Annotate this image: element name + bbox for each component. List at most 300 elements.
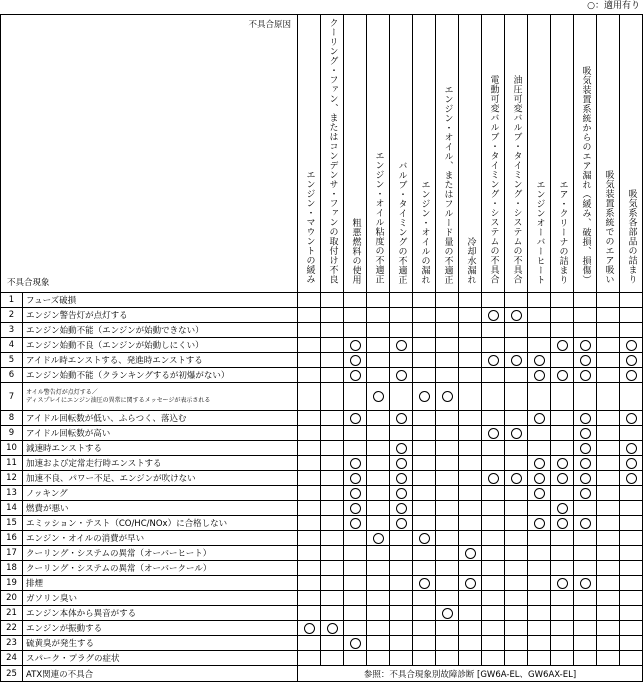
mark-cell <box>413 486 436 501</box>
mark-cell <box>551 561 574 576</box>
table-row-reference <box>1 666 643 682</box>
applicable-mark-icon <box>511 473 522 484</box>
applicable-mark-icon <box>580 340 591 351</box>
mark-cell <box>597 411 620 426</box>
mark-cell <box>459 353 482 368</box>
mark-cell <box>505 323 528 338</box>
symptom-cell: 減速時エンストする <box>23 441 298 456</box>
mark-cell <box>436 411 459 426</box>
cause-header <box>528 15 551 293</box>
mark-cell <box>597 383 620 411</box>
mark-cell <box>482 383 505 411</box>
symptom-cell: アイドル回転数が高い <box>23 426 298 441</box>
table-row <box>1 353 643 368</box>
mark-cell <box>298 486 321 501</box>
applicable-mark-icon <box>626 413 637 424</box>
mark-cell <box>436 368 459 383</box>
mark-cell <box>597 368 620 383</box>
row-number: 16 <box>1 531 23 546</box>
mark-cell <box>528 546 551 561</box>
applicable-mark-icon <box>304 623 315 634</box>
mark-cell <box>551 576 574 591</box>
mark-cell <box>482 591 505 606</box>
mark-cell <box>413 561 436 576</box>
mark-cell <box>482 636 505 651</box>
applicable-mark-icon <box>534 473 545 484</box>
mark-cell <box>528 531 551 546</box>
applicable-mark-icon <box>350 518 361 529</box>
mark-cell <box>436 576 459 591</box>
row-number: 20 <box>1 591 23 606</box>
mark-cell <box>505 368 528 383</box>
mark-cell <box>528 486 551 501</box>
mark-cell <box>390 606 413 621</box>
cause-label-text: エンジン・マウントの緩み <box>304 170 315 284</box>
header-row <box>1 15 643 293</box>
mark-cell <box>482 651 505 666</box>
mark-cell <box>620 606 643 621</box>
applicable-mark-icon <box>396 473 407 484</box>
mark-cell <box>551 383 574 411</box>
mark-cell <box>390 636 413 651</box>
mark-cell <box>551 636 574 651</box>
symptom-cell: 排煙 <box>23 576 298 591</box>
mark-cell <box>459 456 482 471</box>
applicable-mark-icon <box>557 458 568 469</box>
row-number: 23 <box>1 636 23 651</box>
mark-cell <box>459 576 482 591</box>
mark-cell <box>344 471 367 486</box>
applicable-mark-icon <box>465 548 476 559</box>
mark-cell <box>551 516 574 531</box>
table-row <box>1 606 643 621</box>
mark-cell <box>321 426 344 441</box>
mark-cell <box>390 323 413 338</box>
symptom-cell: エンジン・オイルの消費が早い <box>23 531 298 546</box>
mark-cell <box>344 651 367 666</box>
mark-cell <box>528 441 551 456</box>
mark-cell <box>620 323 643 338</box>
mark-cell <box>459 486 482 501</box>
mark-cell <box>390 308 413 323</box>
mark-cell <box>321 323 344 338</box>
table-row <box>1 411 643 426</box>
mark-cell <box>344 546 367 561</box>
mark-cell <box>413 368 436 383</box>
cause-header <box>574 15 597 293</box>
mark-cell <box>620 353 643 368</box>
mark-cell <box>482 546 505 561</box>
legend: ○：適用有り <box>587 1 640 11</box>
mark-cell <box>505 471 528 486</box>
table-row <box>1 546 643 561</box>
mark-cell <box>597 456 620 471</box>
mark-cell <box>528 411 551 426</box>
mark-cell <box>298 636 321 651</box>
row-number: 14 <box>1 501 23 516</box>
mark-cell <box>367 621 390 636</box>
applicable-mark-icon <box>350 355 361 366</box>
mark-cell <box>597 561 620 576</box>
mark-cell <box>528 591 551 606</box>
mark-cell <box>459 531 482 546</box>
mark-cell <box>413 426 436 441</box>
mark-cell <box>620 471 643 486</box>
mark-cell <box>574 353 597 368</box>
mark-cell <box>459 338 482 353</box>
mark-cell <box>459 546 482 561</box>
mark-cell <box>482 561 505 576</box>
mark-cell <box>367 516 390 531</box>
mark-cell <box>574 621 597 636</box>
symptom-cell: クーリング・システムの異常（オーバークール） <box>23 561 298 576</box>
cause-label-text: エア・クリーナの詰まり <box>557 179 568 284</box>
mark-cell <box>620 486 643 501</box>
cause-header <box>321 15 344 293</box>
mark-cell <box>321 353 344 368</box>
applicable-mark-icon <box>580 518 591 529</box>
row-number: 6 <box>1 368 23 383</box>
mark-cell <box>390 368 413 383</box>
row-number: 25 <box>1 666 23 682</box>
mark-cell <box>321 441 344 456</box>
mark-cell <box>436 501 459 516</box>
cause-header <box>390 15 413 293</box>
mark-cell <box>597 501 620 516</box>
mark-cell <box>436 426 459 441</box>
mark-cell <box>413 621 436 636</box>
mark-cell <box>505 501 528 516</box>
applicable-mark-icon <box>396 488 407 499</box>
applicable-mark-icon <box>534 355 545 366</box>
mark-cell <box>482 353 505 368</box>
mark-cell <box>574 293 597 308</box>
applicable-mark-icon <box>488 473 499 484</box>
mark-cell <box>436 546 459 561</box>
mark-cell <box>436 456 459 471</box>
mark-cell <box>528 383 551 411</box>
mark-cell <box>597 516 620 531</box>
mark-cell <box>574 516 597 531</box>
mark-cell <box>551 486 574 501</box>
mark-cell <box>298 471 321 486</box>
mark-cell <box>597 441 620 456</box>
row-number: 18 <box>1 561 23 576</box>
applicable-mark-icon <box>580 473 591 484</box>
mark-cell <box>528 308 551 323</box>
mark-cell <box>597 486 620 501</box>
mark-cell <box>505 576 528 591</box>
mark-cell <box>344 411 367 426</box>
applicable-mark-icon <box>442 608 453 619</box>
applicable-mark-icon <box>350 503 361 514</box>
cause-label-text: 吸気系各部品の詰まり <box>626 189 637 284</box>
row-number: 5 <box>1 353 23 368</box>
mark-cell <box>413 411 436 426</box>
symptom-cell: 加速不良、パワー不足、エンジンが吹けない <box>23 471 298 486</box>
mark-cell <box>367 636 390 651</box>
mark-cell <box>459 411 482 426</box>
cause-label-text: エンジン・オイル粘度の不適正 <box>373 151 384 284</box>
mark-cell <box>620 546 643 561</box>
mark-cell <box>321 546 344 561</box>
mark-cell <box>321 606 344 621</box>
mark-cell <box>574 531 597 546</box>
applicable-mark-icon <box>327 623 338 634</box>
mark-cell <box>505 561 528 576</box>
mark-cell <box>482 368 505 383</box>
mark-cell <box>367 471 390 486</box>
mark-cell <box>390 546 413 561</box>
mark-cell <box>551 338 574 353</box>
row-number: 9 <box>1 426 23 441</box>
symptom-cell: エンジン始動不能（エンジンが始動できない） <box>23 323 298 338</box>
cause-label-text: 冷却水漏れ <box>465 236 476 284</box>
cause-header <box>482 15 505 293</box>
mark-cell <box>298 501 321 516</box>
applicable-mark-icon <box>580 443 591 454</box>
mark-cell <box>574 606 597 621</box>
table-row <box>1 621 643 636</box>
mark-cell <box>321 636 344 651</box>
mark-cell <box>459 323 482 338</box>
cause-label: 不具合原因 <box>248 20 291 30</box>
mark-cell <box>505 621 528 636</box>
mark-cell <box>574 591 597 606</box>
mark-cell <box>597 651 620 666</box>
mark-cell <box>413 383 436 411</box>
mark-cell <box>505 636 528 651</box>
mark-cell <box>482 441 505 456</box>
mark-cell <box>620 411 643 426</box>
mark-cell <box>298 456 321 471</box>
mark-cell <box>436 383 459 411</box>
table-row <box>1 426 643 441</box>
symptom-cell: 硫黄臭が発生する <box>23 636 298 651</box>
mark-cell <box>413 456 436 471</box>
mark-cell <box>574 636 597 651</box>
mark-cell <box>413 546 436 561</box>
mark-cell <box>551 426 574 441</box>
row-number: 2 <box>1 308 23 323</box>
mark-cell <box>620 441 643 456</box>
applicable-mark-icon <box>396 443 407 454</box>
mark-cell <box>505 426 528 441</box>
mark-cell <box>436 591 459 606</box>
applicable-mark-icon <box>488 310 499 321</box>
mark-cell <box>390 531 413 546</box>
mark-cell <box>459 308 482 323</box>
mark-cell <box>620 516 643 531</box>
mark-cell <box>436 323 459 338</box>
mark-cell <box>298 411 321 426</box>
mark-cell <box>436 621 459 636</box>
mark-cell <box>390 353 413 368</box>
mark-cell <box>413 308 436 323</box>
mark-cell <box>482 411 505 426</box>
applicable-mark-icon <box>419 391 430 402</box>
mark-cell <box>413 353 436 368</box>
mark-cell <box>459 383 482 411</box>
mark-cell <box>390 441 413 456</box>
applicable-mark-icon <box>580 428 591 439</box>
mark-cell <box>367 456 390 471</box>
mark-cell <box>413 293 436 308</box>
symptom-cell: エンジンが振動する <box>23 621 298 636</box>
mark-cell <box>551 308 574 323</box>
table-row <box>1 501 643 516</box>
applicable-mark-icon <box>580 355 591 366</box>
mark-cell <box>505 338 528 353</box>
mark-cell <box>597 308 620 323</box>
mark-cell <box>390 651 413 666</box>
table-row <box>1 383 643 411</box>
applicable-mark-icon <box>350 638 361 649</box>
mark-cell <box>505 591 528 606</box>
mark-cell <box>574 501 597 516</box>
row-number: 13 <box>1 486 23 501</box>
mark-cell <box>482 471 505 486</box>
mark-cell <box>528 471 551 486</box>
mark-cell <box>436 353 459 368</box>
mark-cell <box>551 621 574 636</box>
mark-cell <box>620 501 643 516</box>
mark-cell <box>390 383 413 411</box>
mark-cell <box>436 293 459 308</box>
mark-cell <box>390 338 413 353</box>
mark-cell <box>551 471 574 486</box>
mark-cell <box>390 621 413 636</box>
mark-cell <box>344 531 367 546</box>
cause-header <box>298 15 321 293</box>
table-row <box>1 338 643 353</box>
mark-cell <box>551 531 574 546</box>
mark-cell <box>574 471 597 486</box>
mark-cell <box>482 516 505 531</box>
row-number: 4 <box>1 338 23 353</box>
mark-cell <box>528 426 551 441</box>
mark-cell <box>551 411 574 426</box>
applicable-mark-icon <box>396 370 407 381</box>
applicable-mark-icon <box>557 578 568 589</box>
mark-cell <box>344 606 367 621</box>
mark-cell <box>574 441 597 456</box>
row-number: 17 <box>1 546 23 561</box>
mark-cell <box>574 308 597 323</box>
cause-label-text: 吸気装置系統からのエア漏れ（緩み、破損、損傷） <box>580 65 591 284</box>
symptom-cell: アイドル時エンストする、発進時エンストする <box>23 353 298 368</box>
cause-label-text: エンジン・オイルの漏れ <box>419 179 430 284</box>
cause-header <box>367 15 390 293</box>
mark-cell <box>505 308 528 323</box>
table-row <box>1 293 643 308</box>
mark-cell <box>367 441 390 456</box>
applicable-mark-icon <box>580 458 591 469</box>
mark-cell <box>413 591 436 606</box>
mark-cell <box>620 651 643 666</box>
mark-cell <box>482 456 505 471</box>
symptom-cell: エンジン始動不能（クランキングするが初爆がない） <box>23 368 298 383</box>
mark-cell <box>298 441 321 456</box>
mark-cell <box>459 636 482 651</box>
mark-cell <box>597 546 620 561</box>
cause-header <box>551 15 574 293</box>
mark-cell <box>413 651 436 666</box>
mark-cell <box>620 531 643 546</box>
table-row <box>1 651 643 666</box>
mark-cell <box>298 621 321 636</box>
symptom-cell: アイドル回転数が低い、ふらつく、落込む <box>23 411 298 426</box>
applicable-mark-icon <box>580 370 591 381</box>
mark-cell <box>528 621 551 636</box>
applicable-mark-icon <box>350 413 361 424</box>
row-number: 24 <box>1 651 23 666</box>
table-row <box>1 441 643 456</box>
mark-cell <box>390 471 413 486</box>
mark-cell <box>597 293 620 308</box>
mark-cell <box>344 561 367 576</box>
mark-cell <box>298 546 321 561</box>
mark-cell <box>482 293 505 308</box>
cause-header <box>436 15 459 293</box>
mark-cell <box>344 501 367 516</box>
mark-cell <box>597 531 620 546</box>
mark-cell <box>413 516 436 531</box>
mark-cell <box>574 546 597 561</box>
applicable-mark-icon <box>534 458 545 469</box>
applicable-mark-icon <box>626 443 637 454</box>
mark-cell <box>551 591 574 606</box>
mark-cell <box>482 338 505 353</box>
mark-cell <box>482 621 505 636</box>
cause-label-text: バルブ・タイミングの不適正 <box>396 160 407 284</box>
mark-cell <box>505 486 528 501</box>
mark-cell <box>298 293 321 308</box>
mark-cell <box>551 293 574 308</box>
mark-cell <box>298 561 321 576</box>
mark-cell <box>597 591 620 606</box>
applicable-mark-icon <box>396 518 407 529</box>
mark-cell <box>528 353 551 368</box>
mark-cell <box>298 368 321 383</box>
table-row <box>1 561 643 576</box>
applicable-mark-icon <box>557 473 568 484</box>
mark-cell <box>505 606 528 621</box>
mark-cell <box>505 293 528 308</box>
mark-cell <box>505 531 528 546</box>
mark-cell <box>459 651 482 666</box>
mark-cell <box>482 323 505 338</box>
symptom-label: 不具合現象 <box>7 278 50 288</box>
mark-cell <box>551 368 574 383</box>
mark-cell <box>367 531 390 546</box>
table-row <box>1 531 643 546</box>
mark-cell <box>298 516 321 531</box>
mark-cell <box>551 546 574 561</box>
mark-cell <box>459 293 482 308</box>
mark-cell <box>459 606 482 621</box>
mark-cell <box>620 293 643 308</box>
mark-cell <box>321 576 344 591</box>
applicable-mark-icon <box>580 413 591 424</box>
mark-cell <box>436 531 459 546</box>
mark-cell <box>321 368 344 383</box>
mark-cell <box>459 426 482 441</box>
reference-link[interactable]: 参照：不具合現象別故障診断 [GW6A-EL、GW6AX-EL] <box>298 666 643 682</box>
mark-cell <box>298 308 321 323</box>
mark-cell <box>574 338 597 353</box>
mark-cell <box>528 368 551 383</box>
